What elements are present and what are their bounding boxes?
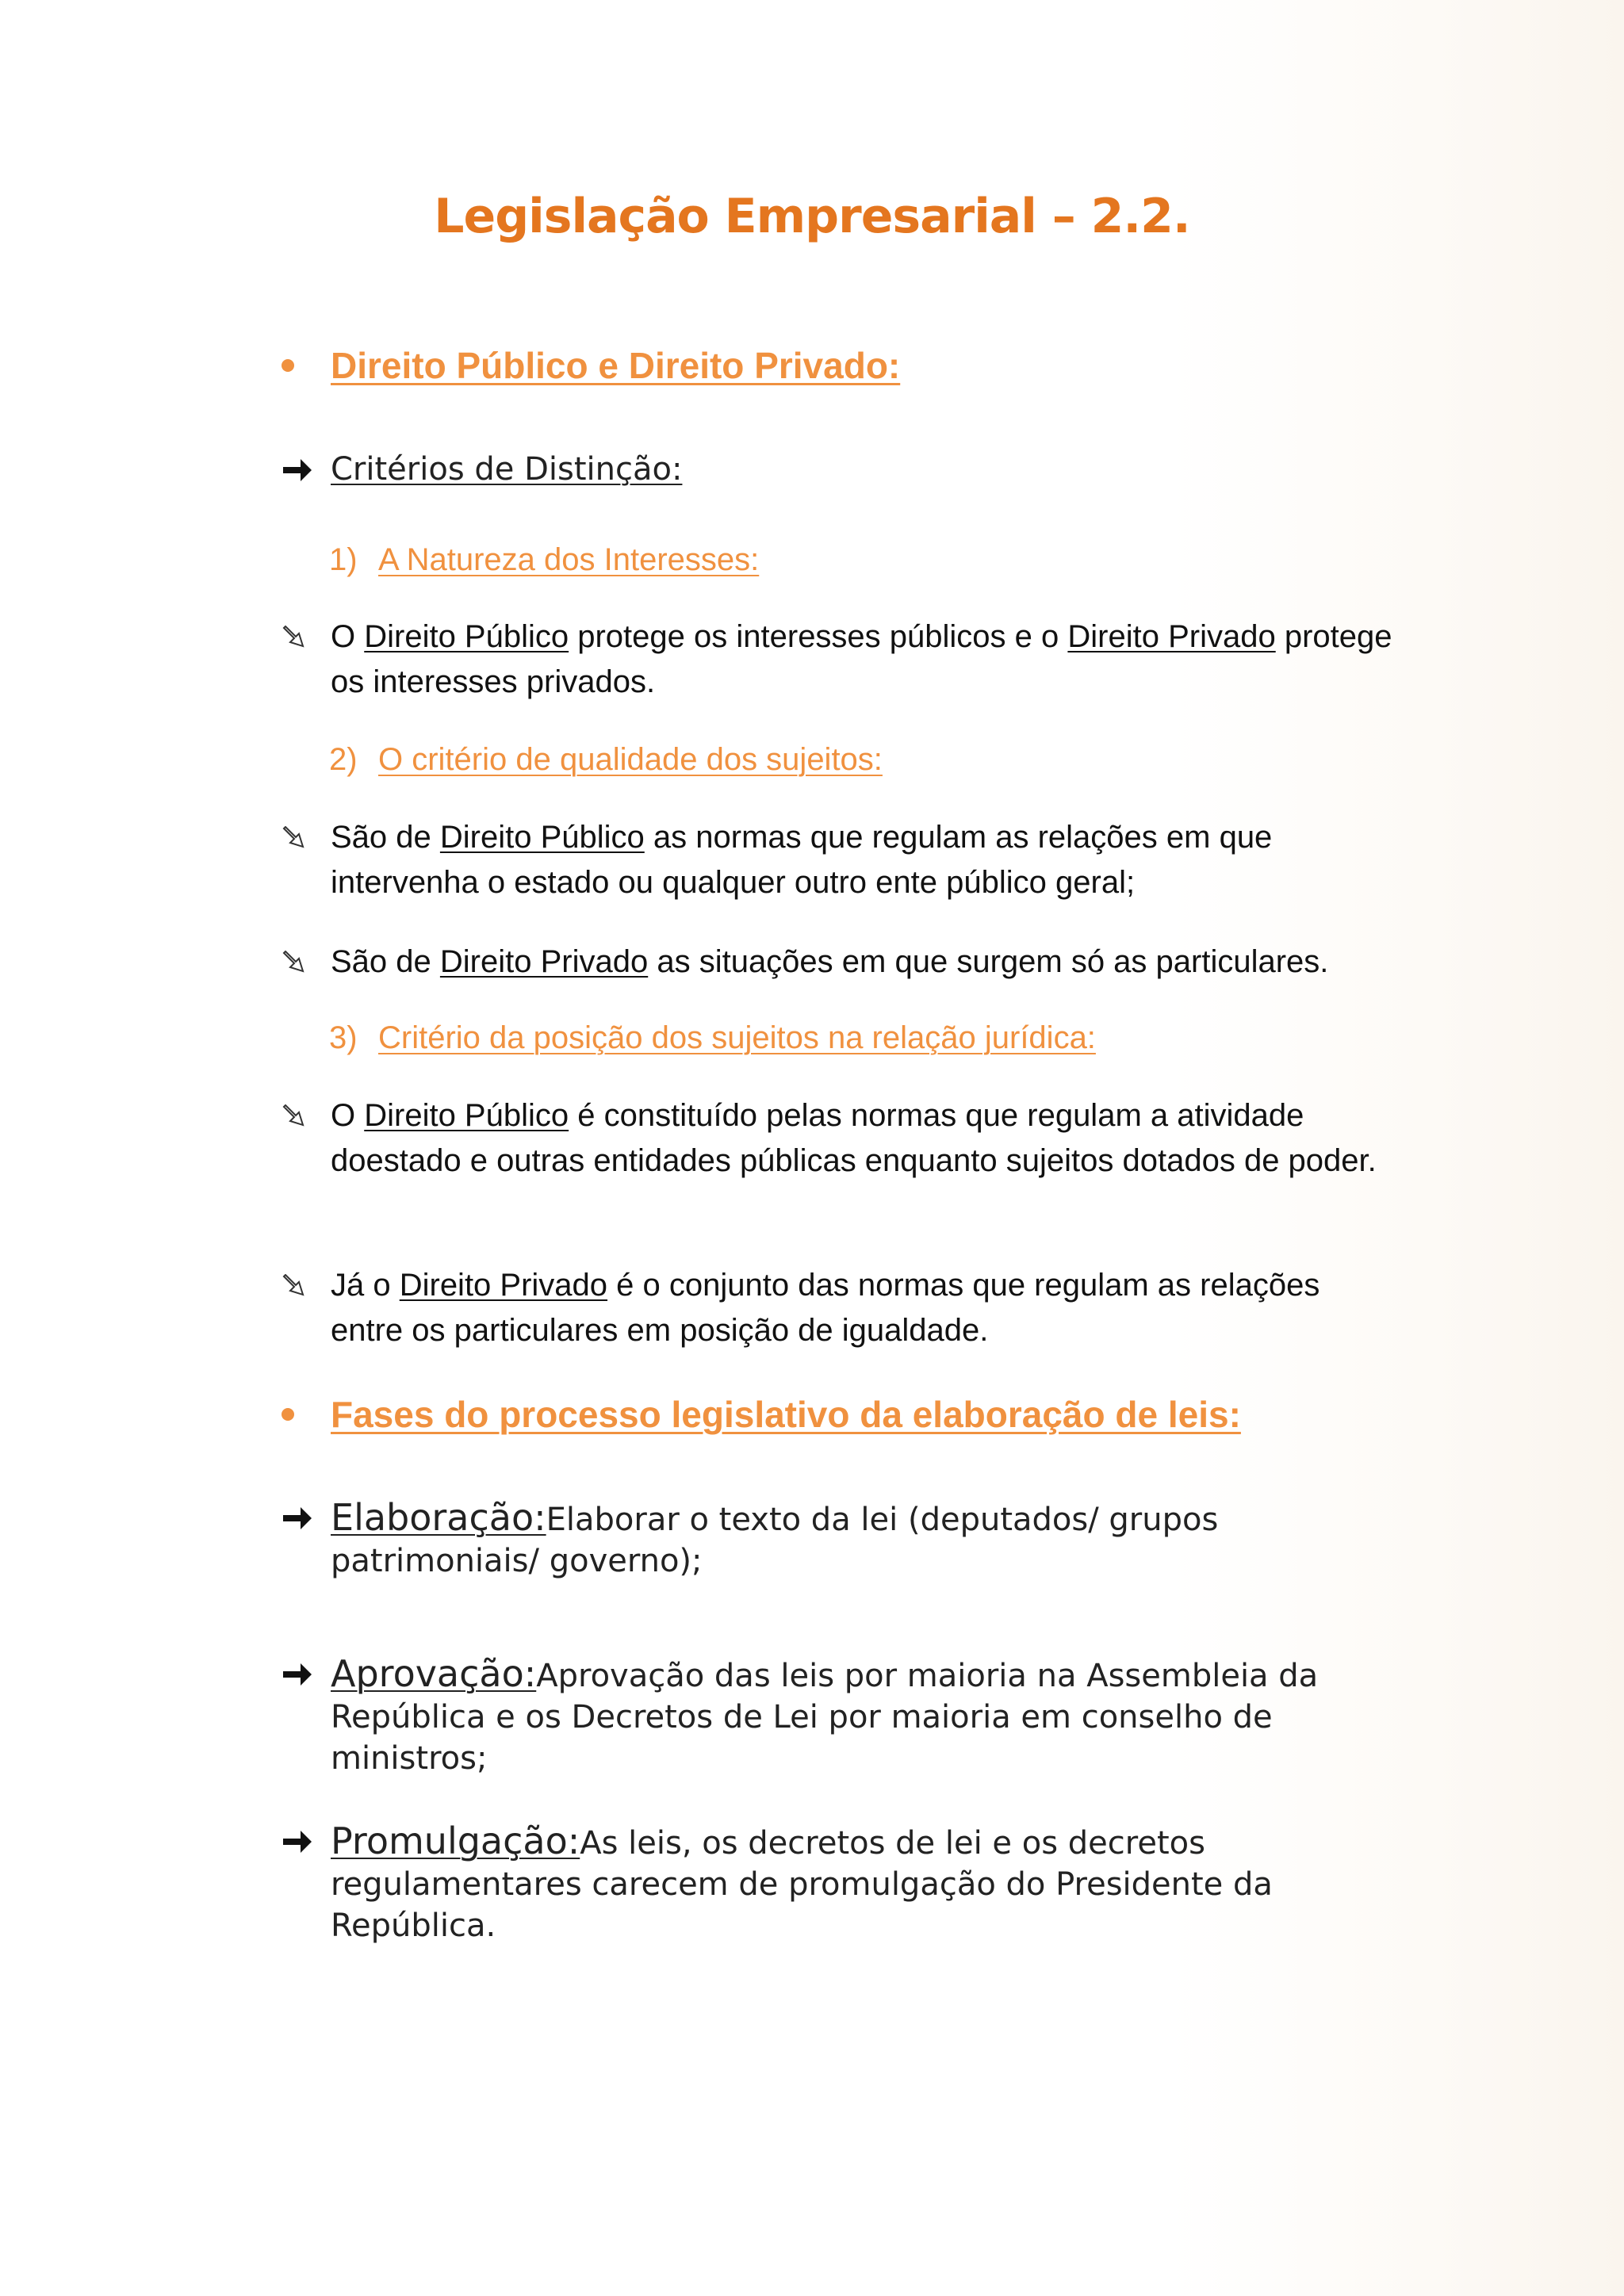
underlined-term: Direito Público [439, 820, 645, 855]
phase-description: Aprovação das leis por maioria na Assembleia da República e os Decretos de Lei por maioria em conselho de ministros; [331, 1658, 1319, 1777]
bold-right-arrow-icon [282, 1828, 313, 1855]
bold-right-arrow-icon [282, 457, 313, 484]
underlined-term: Direito Privado [1067, 619, 1276, 654]
text-run: protege os interesses privados. [331, 619, 1392, 699]
underlined-term: Direito Público [364, 1098, 569, 1133]
text-run: é o conjunto das normas que regulam as relações entre os particulares em posição de igualdade. [331, 1268, 1320, 1348]
bullet-icon [282, 1408, 294, 1421]
text-run: é constituído pelas normas que regulam a atividade doestado e outras entidades públicas enquanto sujeitos dotados de poder. [331, 1098, 1377, 1178]
text-run: São de [331, 944, 440, 979]
paragraph-text [331, 1093, 1393, 1184]
criterion-label: O critério de qualidade dos sujeitos: [378, 742, 883, 777]
phase-text [331, 1653, 1393, 1779]
text-run: protege os interesses públicos e o [569, 619, 1068, 654]
bullet-icon [282, 359, 294, 372]
underlined-term: Direito Privado [399, 1268, 608, 1303]
criterion-label: Critério da posição dos sujeitos na relação jurídica: [378, 1020, 1096, 1055]
hollow-arrow-icon [282, 1104, 308, 1128]
criterion-1 [329, 542, 1360, 578]
hollow-arrow-icon [282, 626, 308, 649]
criterion-number: 2) [329, 742, 358, 777]
phase-description: Elaborar o texto da lei (deputados/ grupos patrimoniais/ governo); [331, 1502, 1219, 1579]
phase-label: Elaboração: [331, 1496, 546, 1539]
paragraph-text [331, 614, 1393, 705]
hollow-arrow-icon [282, 1274, 308, 1298]
phase-text [331, 1497, 1393, 1582]
underlined-term: Direito Público [364, 619, 569, 654]
criterion-label: A Natureza dos Interesses: [378, 542, 760, 577]
criterion-3 [329, 1020, 1360, 1056]
hollow-arrow-icon [282, 826, 308, 850]
criteria-heading-text: Critérios de Distinção: [331, 451, 683, 488]
paragraph-text [331, 815, 1393, 905]
criterion-number: 1) [329, 542, 358, 577]
paragraph-text [331, 1263, 1393, 1353]
text-run: O [331, 1098, 365, 1133]
criterion-number: 3) [329, 1020, 358, 1055]
text-run: Já o [331, 1268, 400, 1303]
bold-right-arrow-icon [282, 1661, 313, 1688]
text-run: as normas que regulam as relações em que intervenha o estado ou qualquer outro ente público geral; [331, 820, 1273, 900]
hollow-arrow-icon [282, 951, 308, 974]
text-run: as situações em que surgem só as particulares. [648, 944, 1329, 979]
section-heading-text: Fases do processo legislativo da elaboração de leis: [331, 1394, 1241, 1435]
page-title: Legislação Empresarial – 2.2. [434, 189, 1190, 244]
phase-text [331, 1820, 1393, 1946]
text-run: São de [331, 820, 440, 855]
phase-label: Promulgação: [331, 1820, 580, 1862]
paragraph-text [331, 939, 1393, 985]
bold-right-arrow-icon [282, 1505, 313, 1532]
underlined-term: Direito Privado [439, 944, 649, 979]
phase-description: As leis, os decretos de lei e os decretos regulamentares carecem de promulgação do Presidente da República. [331, 1825, 1273, 1944]
criterion-2 [329, 742, 1360, 778]
section-heading-text: Direito Público e Direito Privado: [331, 345, 901, 386]
text-run: O [331, 619, 365, 654]
phase-label: Aprovação: [331, 1652, 537, 1695]
